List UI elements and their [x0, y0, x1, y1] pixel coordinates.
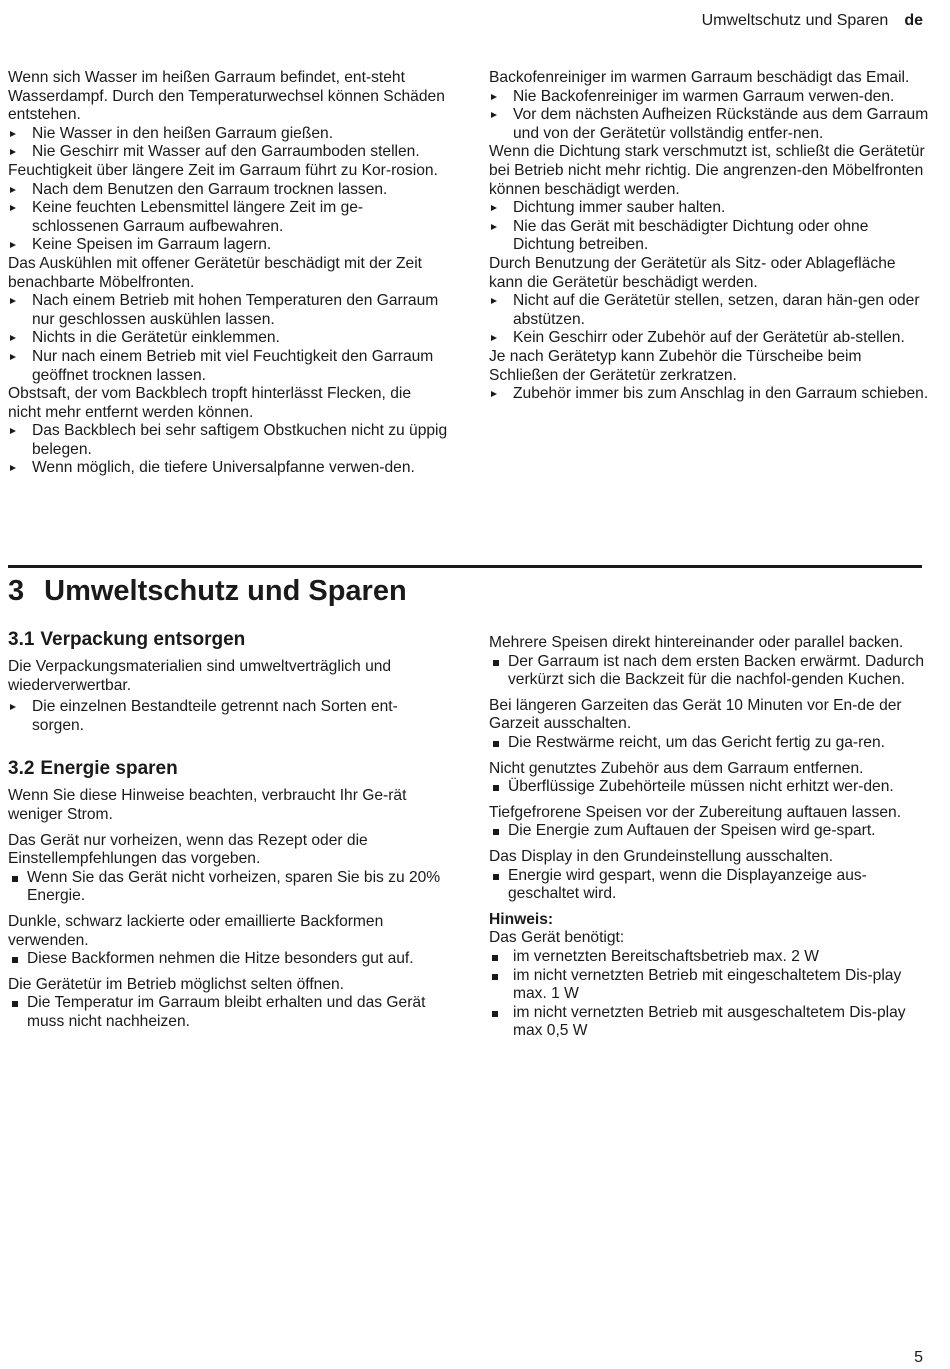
safety-instruction: Keine feuchten Lebensmittel längere Zeit im ge-schlossenen Garraum aufbewahren. [8, 199, 448, 236]
safety-instruction: Vor dem nächsten Aufheizen Rückstände aus dem Garraum und von der Gerätetür vollständig entfer-nen. [489, 106, 929, 143]
safety-instruction: Nie Backofenreiniger im warmen Garraum verwen-den. [489, 88, 929, 107]
energy-tip-result: Überflüssige Zubehörteile müssen nicht erhitzt wer-den. [489, 778, 929, 797]
safety-instruction: Nie Geschirr mit Wasser auf den Garraumboden stellen. [8, 143, 448, 162]
energy-tip-result-list [8, 994, 448, 1031]
note-label: Hinweis: [489, 910, 554, 928]
safety-list [489, 199, 929, 255]
energy-tip-result: Diese Backformen nehmen die Hitze besonders gut auf. [8, 950, 448, 969]
energy-tip-result-list [489, 778, 929, 797]
safety-instruction: Kein Geschirr oder Zubehör auf der Gerätetür ab-stellen. [489, 329, 929, 348]
energy-tip-result: Energie wird gespart, wenn die Displayanzeige aus-geschaltet wird. [489, 867, 929, 904]
section-divider [8, 565, 922, 568]
safety-instruction: Dichtung immer sauber halten. [489, 199, 929, 218]
safety-instruction: Das Backblech bei sehr saftigem Obstkuchen nicht zu üppig belegen. [8, 422, 448, 459]
safety-list [489, 292, 929, 348]
safety-list [489, 88, 929, 144]
safety-list [8, 422, 448, 478]
safety-instruction: Nach einem Betrieb mit hohen Temperaturen den Garraum nur geschlossen auskühlen lassen. [8, 292, 448, 329]
safety-instruction: Nie das Gerät mit beschädigter Dichtung oder ohne Dichtung betreiben. [489, 218, 929, 255]
language-code: de [904, 12, 923, 29]
packaging-instruction: Die einzelnen Bestandteile getrennt nach Sorten ent-sorgen. [8, 698, 448, 735]
running-header [702, 10, 923, 32]
safety-instruction: Keine Speisen im Garraum lagern. [8, 236, 448, 255]
subsection-heading-packaging [8, 628, 448, 652]
energy-tip-result: Die Energie zum Auftauen der Speisen wird ge-spart. [489, 822, 929, 841]
safety-instruction: Wenn möglich, die tiefere Universalpfanne verwen-den. [8, 459, 448, 478]
safety-paragraph: Wenn die Dichtung stark verschmutzt ist, schließt die Gerätetür bei Betrieb nicht mehr richtig. Die angrenzen-den Möbelfronten können beschädigt werden. [489, 143, 925, 198]
energy-tip: Dunkle, schwarz lackierte oder emaillierte Backformen verwenden. [8, 912, 384, 949]
energy-tip: Die Gerätetür im Betrieb möglichst selten öffnen. [8, 975, 345, 993]
packaging-intro: Die Verpackungsmaterialien sind umweltverträglich und wiederverwertbar. [8, 658, 392, 694]
safety-paragraph: Backofenreiniger im warmen Garraum beschädigt das Email. [489, 69, 910, 86]
packaging-list [8, 698, 448, 735]
safety-instruction: Nicht auf die Gerätetür stellen, setzen, daran hän-gen oder abstützen. [489, 292, 929, 329]
section-title: Umweltschutz und Sparen [44, 575, 407, 607]
subsection-title: Energie sparen [40, 758, 178, 780]
safety-left-column [8, 69, 448, 478]
energy-tip-result: Wenn Sie das Gerät nicht vorheizen, sparen Sie bis zu 20% Energie. [8, 869, 448, 906]
energy-tip-result: Der Garraum ist nach dem ersten Backen erwärmt. Dadurch verkürzt sich die Backzeit für die nachfol-genden Kuchen. [489, 653, 929, 690]
page-number: 5 [914, 1349, 923, 1366]
safety-instruction: Nach dem Benutzen den Garraum trocknen lassen. [8, 181, 448, 200]
safety-instruction: Nie Wasser in den heißen Garraum gießen. [8, 125, 448, 144]
subsection-number: 3.1 [8, 629, 35, 650]
safety-list [8, 125, 448, 162]
section-number: 3 [8, 575, 25, 607]
safety-paragraph: Das Auskühlen mit offener Gerätetür beschädigt mit der Zeit benachbarte Möbelfronten. [8, 254, 423, 291]
energy-tip-result-list [8, 950, 448, 969]
energy-tip: Mehrere Speisen direkt hintereinander oder parallel backen. [489, 634, 904, 651]
safety-paragraph: Wenn sich Wasser im heißen Garraum befindet, ent-steht Wasserdampf. Durch den Temperaturwechsel können Schäden entstehen. [8, 69, 445, 124]
energy-tip-result-list [8, 869, 448, 906]
energy-tip: Tiefgefrorene Speisen vor der Zubereitung auftauen lassen. [489, 803, 902, 821]
energy-tip-result-list [489, 653, 929, 690]
safety-paragraph: Durch Benutzung der Gerätetür als Sitz- oder Ablagefläche kann die Gerätetür beschädigt werden. [489, 254, 896, 291]
safety-instruction: Nichts in die Gerätetür einklemmen. [8, 329, 448, 348]
energy-tip: Nicht genutztes Zubehör aus dem Garraum entfernen. [489, 759, 864, 777]
note-item: im nicht vernetzten Betrieb mit eingeschaltetem Dis-play max. 1 W [489, 967, 929, 1004]
note-list [489, 948, 929, 1041]
safety-right-column [489, 69, 929, 404]
safety-list [8, 292, 448, 385]
safety-list [8, 181, 448, 255]
running-header-title: Umweltschutz und Sparen [701, 12, 889, 29]
note-item: im nicht vernetzten Betrieb mit ausgeschaltetem Dis-play max 0,5 W [489, 1004, 929, 1041]
safety-instruction: Nur nach einem Betrieb mit viel Feuchtigkeit den Garraum geöffnet trocknen lassen. [8, 348, 448, 385]
note-item: im vernetzten Bereitschaftsbetrieb max. 2 W [489, 948, 929, 967]
energy-tip-result-list [489, 867, 929, 904]
safety-paragraph: Feuchtigkeit über längere Zeit im Garraum führt zu Kor-rosion. [8, 161, 438, 179]
section-heading [8, 573, 407, 609]
energy-tip-result: Die Temperatur im Garraum bleibt erhalten und das Gerät muss nicht nachheizen. [8, 994, 448, 1031]
safety-instruction: Zubehör immer bis zum Anschlag in den Garraum schieben. [489, 385, 929, 404]
energy-tip: Das Display in den Grundeinstellung ausschalten. [489, 847, 834, 865]
section-left-column [8, 628, 448, 1032]
energy-intro: Wenn Sie diese Hinweise beachten, verbraucht Ihr Ge-rät weniger Strom. [8, 787, 407, 823]
energy-tip-result-list [489, 822, 929, 841]
energy-tip-result-list [489, 734, 929, 753]
energy-tip-result: Die Restwärme reicht, um das Gericht fertig zu ga-ren. [489, 734, 929, 753]
safety-paragraph: Je nach Gerätetyp kann Zubehör die Türscheibe beim Schließen der Gerätetür zerkratzen. [489, 347, 862, 384]
energy-tip: Bei längeren Garzeiten das Gerät 10 Minuten vor En-de der Garzeit ausschalten. [489, 696, 902, 733]
safety-list [489, 385, 929, 404]
note-intro: Das Gerät benötigt: [489, 929, 625, 947]
subsection-title: Verpackung entsorgen [40, 629, 246, 650]
energy-tip: Das Gerät nur vorheizen, wenn das Rezept oder die Einstellempfehlungen das vorgeben. [8, 831, 368, 868]
subsection-number: 3.2 [8, 758, 35, 780]
section-right-column [489, 634, 929, 1041]
safety-paragraph: Obstsaft, der vom Backblech tropft hinterlässt Flecken, die nicht mehr entfernt werden können. [8, 385, 412, 421]
subsection-heading-energy [8, 757, 448, 781]
